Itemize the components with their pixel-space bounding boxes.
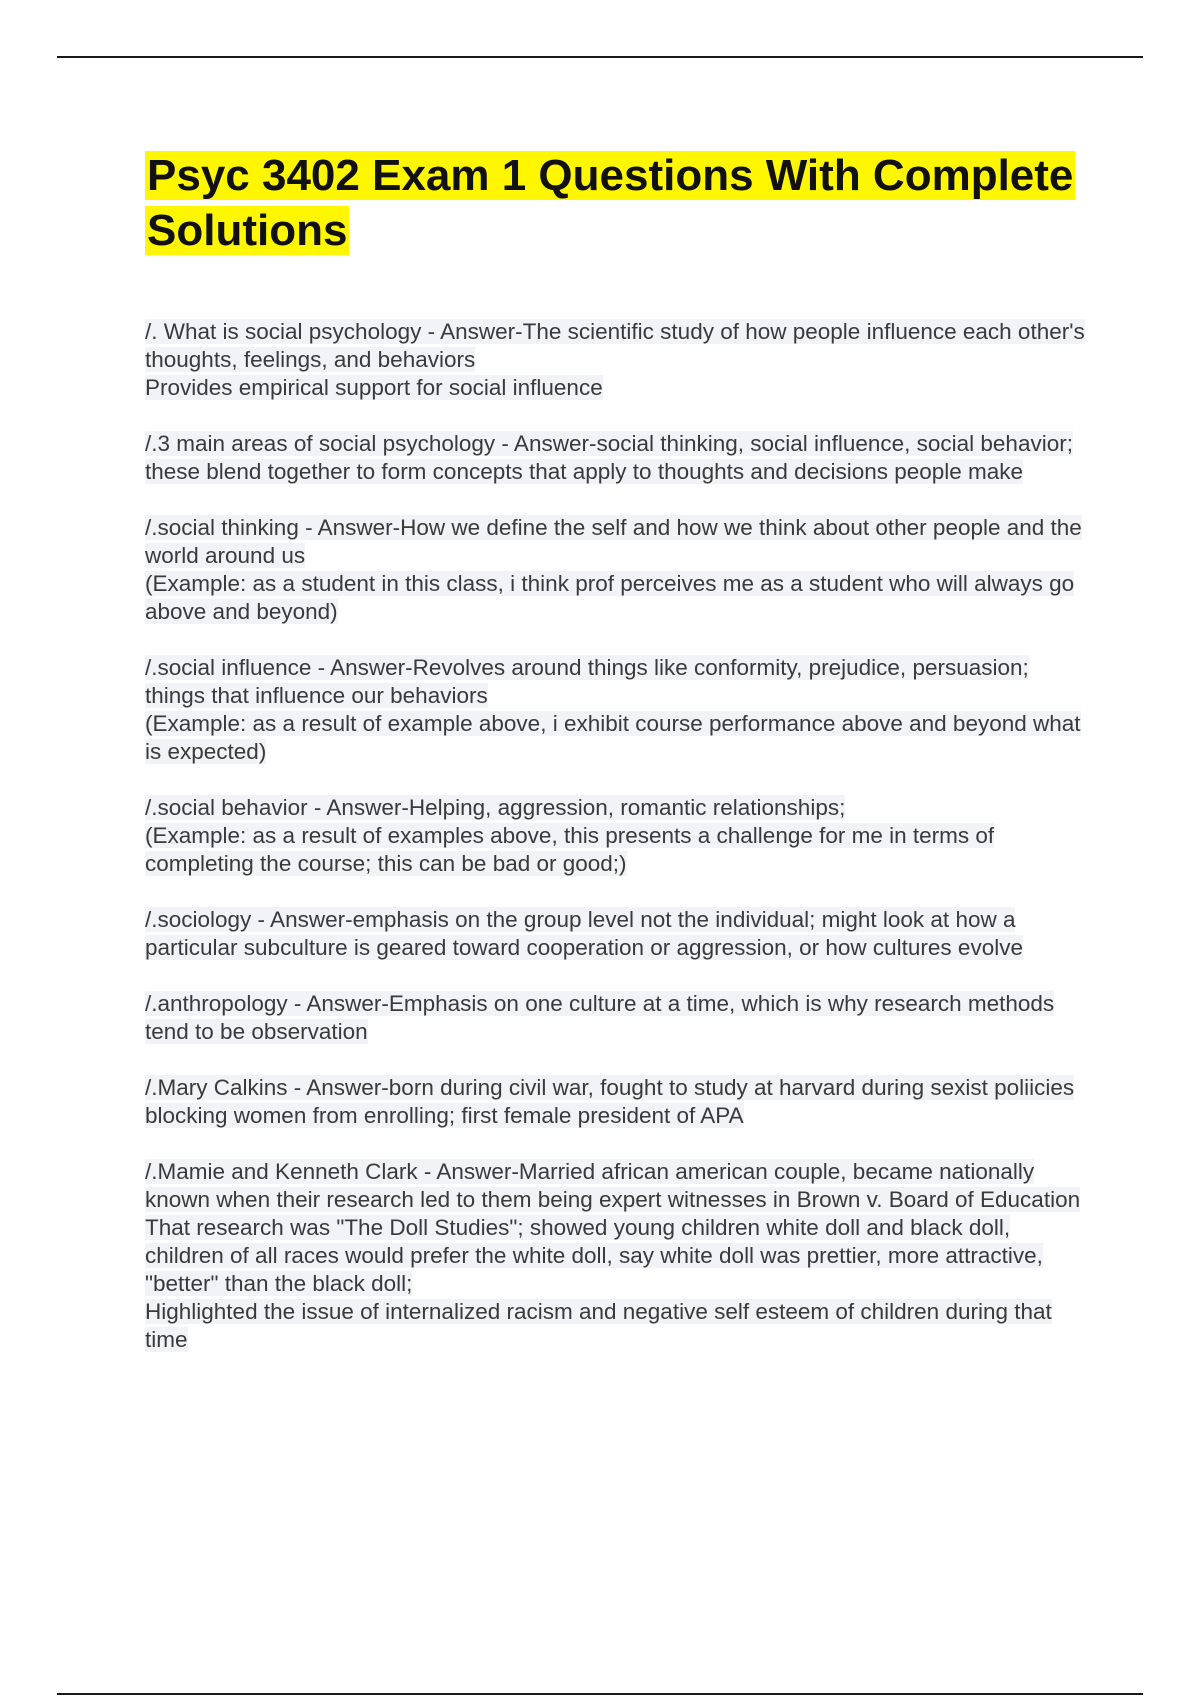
document-page xyxy=(145,148,1085,1382)
qa-line-text: /.anthropology - Answer-Emphasis on one culture at a time, which is why research methods tend to be observation xyxy=(145,991,1055,1044)
qa-entry-sociology xyxy=(145,906,1085,962)
qa-line-text: /.Mamie and Kenneth Clark - Answer-Married african american couple, became nationally known when their research led to them being expert witnesses in Brown v. Board of Education xyxy=(145,1159,1081,1212)
qa-line-text: (Example: as a result of examples above, this presents a challenge for me in terms of completing the course; this can be bad or good;) xyxy=(145,823,995,876)
qa-line xyxy=(145,822,1085,878)
qa-entry-social-psychology xyxy=(145,318,1085,402)
qa-line-text: (Example: as a student in this class, i think prof perceives me as a student who will always go above and beyond) xyxy=(145,571,1075,624)
qa-line xyxy=(145,374,1085,402)
qa-line-text: /.social behavior - Answer-Helping, aggression, romantic relationships; xyxy=(145,795,846,820)
qa-line xyxy=(145,1214,1085,1298)
qa-line-text: /. What is social psychology - Answer-The scientific study of how people influence each other's thoughts, feelings, and behaviors xyxy=(145,319,1085,372)
qa-line xyxy=(145,1298,1085,1354)
qa-line-text: /.sociology - Answer-emphasis on the group level not the individual; might look at how a particular subculture is geared toward cooperation or aggression, or how cultures evolve xyxy=(145,907,1023,960)
qa-entry-mary-calkins xyxy=(145,1074,1085,1130)
document-title-text: Psyc 3402 Exam 1 Questions With Complete Solutions xyxy=(147,151,1074,255)
qa-line xyxy=(145,570,1085,626)
qa-entry-social-thinking xyxy=(145,514,1085,626)
qa-line-text: /.3 main areas of social psychology - Answer-social thinking, social influence, social behavior; these blend together to form concepts that apply to thoughts and decisions people make xyxy=(145,431,1073,484)
qa-line-text: /.social influence - Answer-Revolves around things like conformity, prejudice, persuasion; things that influence our behaviors xyxy=(145,655,1029,708)
qa-line-text: That research was "The Doll Studies"; showed young children white doll and black doll, children of all races would prefer the white doll, say white doll was prettier, more attractive, "better" than the black doll; xyxy=(145,1215,1043,1296)
qa-entry-mamie-kenneth-clark xyxy=(145,1158,1085,1354)
qa-entry-social-influence xyxy=(145,654,1085,766)
top-rule xyxy=(57,56,1143,58)
qa-entry-main-areas xyxy=(145,430,1085,486)
qa-line xyxy=(145,906,1085,962)
qa-line xyxy=(145,1158,1085,1214)
bottom-rule xyxy=(57,1693,1143,1695)
document-title xyxy=(145,148,1085,258)
qa-line xyxy=(145,318,1085,374)
qa-entry-anthropology xyxy=(145,990,1085,1046)
qa-line xyxy=(145,654,1085,710)
qa-line-text: Highlighted the issue of internalized racism and negative self esteem of children during that time xyxy=(145,1299,1052,1352)
qa-line xyxy=(145,514,1085,570)
qa-line xyxy=(145,1074,1085,1130)
qa-line xyxy=(145,794,1085,822)
qa-list xyxy=(145,318,1085,1354)
qa-line-text: Provides empirical support for social influence xyxy=(145,375,603,400)
qa-line-text: /.Mary Calkins - Answer-born during civil war, fought to study at harvard during sexist poliicies blocking women from enrolling; first female president of APA xyxy=(145,1075,1075,1128)
qa-line xyxy=(145,430,1085,486)
qa-line-text: /.social thinking - Answer-How we define the self and how we think about other people and the world around us xyxy=(145,515,1082,568)
qa-line-text: (Example: as a result of example above, i exhibit course performance above and beyond what is expected) xyxy=(145,711,1081,764)
qa-line xyxy=(145,710,1085,766)
qa-line xyxy=(145,990,1085,1046)
qa-entry-social-behavior xyxy=(145,794,1085,878)
